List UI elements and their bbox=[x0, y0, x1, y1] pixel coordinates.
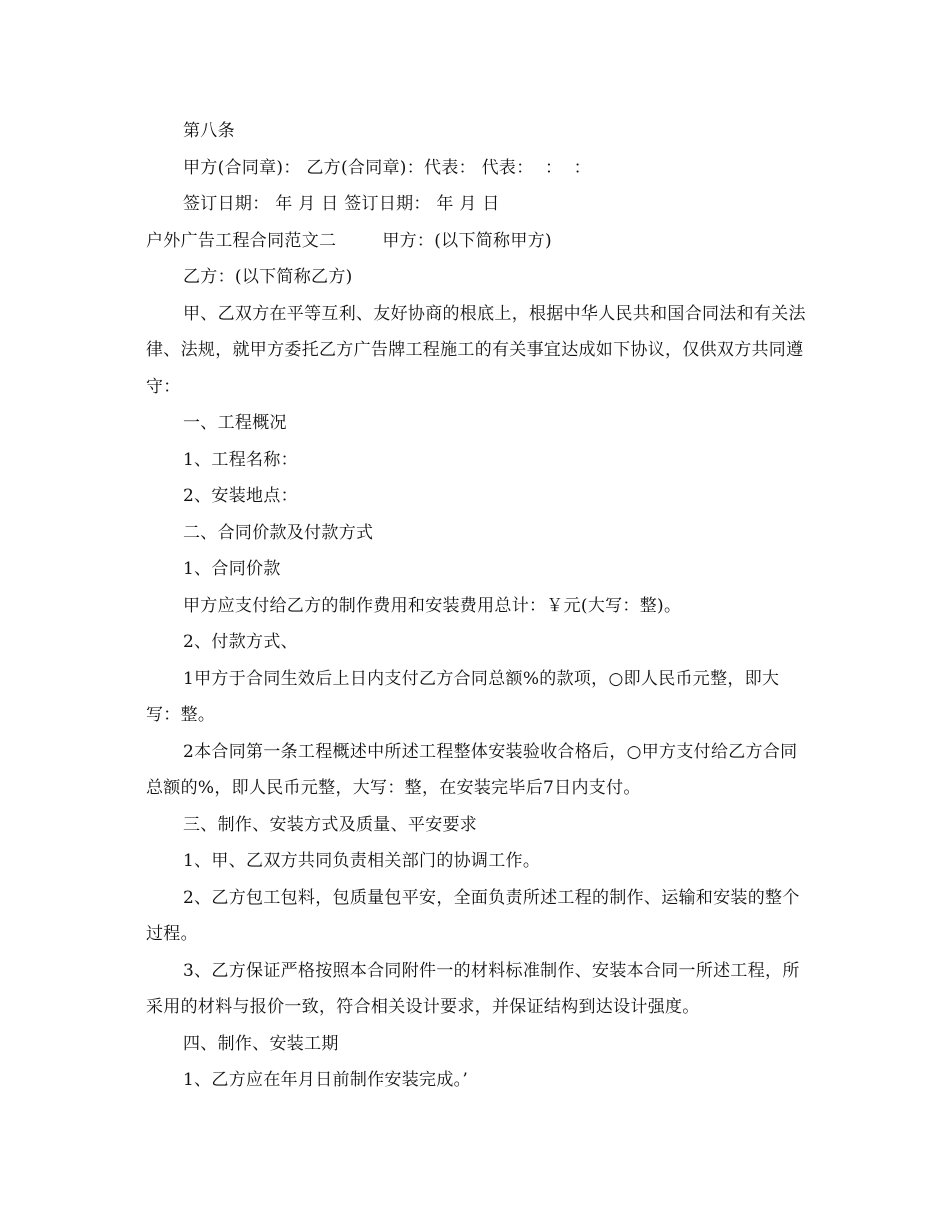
total-fee-paragraph: 甲方应支付给乙方的制作费用和安装费用总计：￥元(大写：整)。 bbox=[183, 595, 682, 616]
material-standard-item: 3、乙方保证严格按照本合同附件一的材料标准制作、安装本合同一所述工程，所采用的材料与报价一致，符合相关设计要求，并保证结构到达设计强度。 bbox=[146, 960, 800, 1017]
coordination-item: 1、甲、乙双方共同负责相关部门的协调工作。 bbox=[183, 851, 541, 871]
second-contract-title-line bbox=[146, 223, 806, 260]
document-body bbox=[146, 113, 806, 1099]
payment-method-item: 2、付款方式、 bbox=[183, 632, 298, 652]
install-location-item: 2、安装地点： bbox=[183, 486, 298, 506]
project-name-item: 1、工程名称： bbox=[183, 449, 298, 470]
section-three-heading: 三、制作、安装方式及质量、平安要求 bbox=[183, 814, 478, 835]
first-payment-paragraph: 1甲方于合同生效后上日内支付乙方合同总额%的款项，○即人民币元整，即大写：整。 bbox=[146, 668, 780, 725]
section-four-heading: 四、制作、安装工期 bbox=[183, 1033, 339, 1054]
section-one-heading: 一、工程概况 bbox=[183, 413, 287, 433]
article-eight-heading: 第八条 bbox=[183, 121, 235, 141]
completion-deadline-item: 1、乙方应在年月日前制作安装完成。’ bbox=[183, 1070, 469, 1090]
second-payment-paragraph: 2本合同第一条工程概述中所述工程整体安装验收合格后，○甲方支付给乙方合同总额的%，即人民币元整，大写：整，在安装完毕后7日内支付。 bbox=[146, 741, 798, 798]
signing-date-line: 签订日期： 年 月 日 签订日期： 年 月 日 bbox=[183, 194, 500, 214]
party-b-intro: 乙方：(以下简称乙方) bbox=[183, 267, 353, 287]
contract-price-item: 1、合同价款 bbox=[183, 559, 281, 579]
section-two-heading: 二、合同价款及付款方式 bbox=[183, 522, 374, 543]
contractor-responsibility-item: 2、乙方包工包料，包质量包平安，全面负责所述工程的制作、运输和安装的整个过程。 bbox=[146, 887, 800, 944]
preamble-paragraph: 甲、乙双方在平等互利、友好协商的根底上，根据中华人民共和国合同法和有关法律、法规，就甲方委托乙方广告牌工程施工的有关事宜达成如下协议，仅供双方共同遵守： bbox=[146, 303, 806, 397]
second-contract-title: 户外广告工程合同范文二 bbox=[146, 230, 337, 251]
signature-parties-line: 甲方(合同章)： 乙方(合同章)：代表： 代表： ： ： bbox=[183, 157, 591, 178]
party-a-intro: 甲方：(以下简称甲方) bbox=[382, 230, 552, 251]
